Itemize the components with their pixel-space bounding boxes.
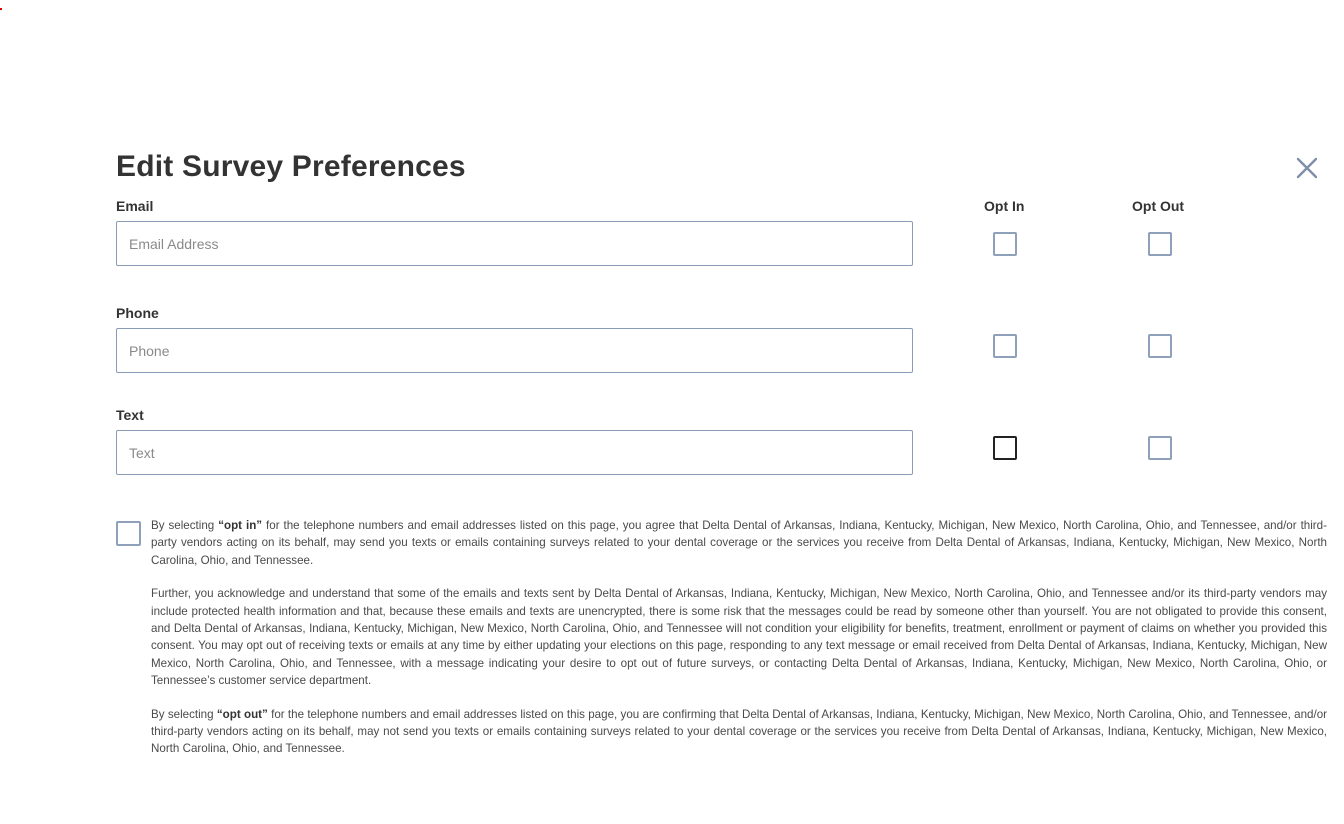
phone-opt-out-checkbox[interactable]	[1148, 334, 1172, 358]
phone-label: Phone	[116, 305, 159, 321]
consent-text	[151, 517, 1327, 774]
phone-opt-in-checkbox[interactable]	[993, 334, 1017, 358]
consent-acknowledgement-paragraph: Further, you acknowledge and understand that some of the emails and texts sent by Delta Dental of Arkansas, Indiana, Kentucky, Michigan, New Mexico, North Carolina, Ohio, and Tennessee and/or its third-party vendors may include protected health information and that, because these emails and texts are unencrypted, there is some risk that the messages could be read by someone other than yourself. You are not obligated to provide this consent, and Delta Dental of Arkansas, Indiana, Kentucky, Michigan, New Mexico, North Carolina, Ohio, and Tennessee will not condition your eligibility for benefits, treatment, enrollment or payment of claims on whether you provided this consent. You may opt out of receiving texts or emails at any time by either updating your elections on this page, responding to any text message or email received from Delta Dental of Arkansas, Indiana, Kentucky, Michigan, New Mexico, North Carolina, Ohio, and Tennessee, with a message indicating your desire to opt out of future surveys, or contacting Delta Dental of Arkansas, Indiana, Kentucky, Michigan, New Mexico, North Carolina, Ohio, or Tennessee’s customer service department.	[151, 587, 1327, 687]
opt-out-column-header: Opt Out	[1132, 198, 1185, 214]
consent-p3-body: for the telephone numbers and email addresses listed on this page, you are confirming that Delta Dental of Arkansas, Indiana, Kentucky, Michigan, New Mexico, North Carolina, Ohio, and Tennessee, and/or third-party vendors acting on its behalf, may not send you texts or emails containing surveys related to your dental coverage or the services you receive from Delta Dental of Arkansas, Indiana, Kentucky, Michigan, New Mexico, North Carolina, Ohio, and Tennessee.	[151, 707, 1327, 756]
consent-checkbox[interactable]	[116, 521, 141, 546]
consent-opt-out-paragraph	[151, 706, 1327, 758]
opt-in-emphasis: “opt in”	[218, 519, 263, 532]
opt-out-emphasis: “opt out”	[216, 707, 268, 721]
page-title: Edit Survey Preferences	[116, 150, 466, 183]
email-opt-in-checkbox[interactable]	[993, 232, 1017, 256]
text-label: Text	[116, 407, 144, 423]
email-opt-out-checkbox[interactable]	[1148, 232, 1172, 256]
email-input[interactable]	[116, 221, 913, 266]
consent-p1-prefix: By selecting	[151, 519, 219, 532]
consent-p3-prefix: By selecting	[151, 707, 217, 721]
consent-p1-body: for the telephone numbers and email addresses listed on this page, you agree that Delta Dental of Arkansas, Indiana, Kentucky, Michigan, New Mexico, North Carolina, Ohio, and Tennessee, and/or third-party vendors acting on its behalf, may send you texts or emails containing surveys related to your dental coverage or the services you receive from Delta Dental of Arkansas, Indiana, Kentucky, Michigan, New Mexico, North Carolina, Ohio, and Tennessee.	[151, 519, 1327, 567]
consent-opt-in-paragraph	[151, 517, 1327, 569]
opt-in-column-header: Opt In	[984, 198, 1025, 214]
close-button[interactable]	[1293, 154, 1321, 182]
phone-input[interactable]	[116, 328, 913, 373]
text-input[interactable]	[116, 430, 913, 475]
text-opt-in-checkbox[interactable]	[993, 436, 1017, 460]
email-label: Email	[116, 198, 154, 214]
corner-marker	[0, 8, 2, 10]
text-opt-out-checkbox[interactable]	[1148, 436, 1172, 460]
close-icon	[1293, 154, 1321, 182]
